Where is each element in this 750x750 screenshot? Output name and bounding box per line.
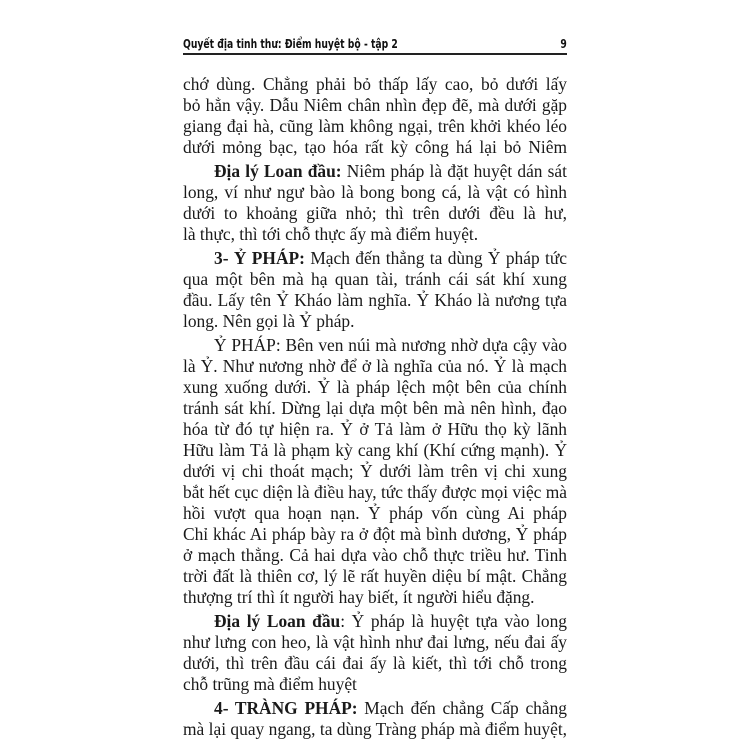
- text-line: [183, 524, 567, 545]
- line-text: chỗ trũng mà điểm huyệt: [183, 674, 357, 694]
- text-line: [183, 698, 567, 719]
- text-line: [183, 161, 567, 182]
- line-text: là thực, thì tới chỗ thực ấy mà điểm huyệt.: [183, 224, 479, 244]
- line-text: bắt hết cục diện là điều hay, tức thấy được mọi việc mà: [183, 482, 567, 502]
- line-text: tránh sát khí. Dừng lại dựa một bên mà nên hình, đạo: [183, 398, 567, 418]
- text-line: [183, 566, 567, 587]
- section-lead: 4- TRÀNG PHÁP:: [214, 698, 358, 718]
- paragraph: [183, 161, 567, 245]
- text-line: [183, 95, 567, 116]
- section-lead: 3- Ỷ PHÁP:: [214, 248, 305, 268]
- text-line: [183, 137, 567, 158]
- paragraph: [183, 335, 567, 608]
- text-line: [183, 461, 567, 482]
- line-text: chớ dùng. Chẳng phải bỏ thấp lấy cao, bỏ dưới lấy: [183, 74, 567, 94]
- text-line: [183, 377, 567, 398]
- section-lead: Địa lý Loan đầu:: [214, 161, 342, 181]
- paragraph: [183, 248, 567, 332]
- text-line: [183, 248, 567, 269]
- line-text: Mạch đến thẳng ta dùng Ỷ pháp tức: [310, 248, 567, 268]
- text-line: [183, 719, 567, 740]
- text-line: [183, 182, 567, 203]
- paragraph: [183, 74, 567, 158]
- line-text: thượng trí thì ít người hay biết, ít người hiểu đặng.: [183, 587, 535, 607]
- line-text: long, ví như ngư bào là bong bong cá, là vật có hình: [183, 182, 567, 202]
- text-line: [183, 674, 567, 695]
- text-line: [183, 290, 567, 311]
- text-line: [183, 335, 567, 356]
- line-text: hóa từ đó tự hiện ra. Ỷ ở Tả làm ở Hữu thọ kỳ lãnh: [183, 419, 567, 439]
- text-line: [183, 419, 567, 440]
- line-text: xung xuống dưới. Ỷ là pháp lệch một bên của chính: [183, 377, 567, 397]
- text-line: [183, 632, 567, 653]
- line-text: dưới, thì trên đầu cái đai ấy là kiết, thì tới chỗ trong: [183, 653, 567, 673]
- line-text: mà lại quay ngang, ta dùng Tràng pháp mà điểm huyệt,: [183, 719, 567, 739]
- line-text: long. Nên gọi là Ỷ pháp.: [183, 311, 355, 331]
- text-line: [183, 440, 567, 461]
- text-line: [183, 356, 567, 377]
- text-line: [183, 587, 567, 608]
- line-text: ở mạch thẳng. Cả hai dựa vào chỗ thực triều hư. Tinh: [183, 545, 567, 565]
- line-text: bỏ hẳn vậy. Dẫu Niêm chân nhìn đẹp đẽ, mà dưới gặp: [183, 95, 567, 115]
- section-lead: Địa lý Loan đầu: [214, 611, 341, 631]
- line-text: hồi vượt qua hoạn nạn. Ỷ pháp vốn cùng Ai pháp: [183, 503, 567, 523]
- paragraph: [183, 611, 567, 695]
- text-line: [183, 545, 567, 566]
- text-line: [183, 503, 567, 524]
- text-line: [183, 74, 567, 95]
- line-text: Ỷ PHÁP: Bên ven núi mà nương nhờ dựa cậy vào: [214, 335, 567, 355]
- line-text: : Ỷ pháp là huyệt tựa vào long: [340, 611, 567, 631]
- text-line: [183, 611, 567, 632]
- line-text: giang đại hà, cũng làm không ngại, trên khởi khéo léo: [183, 116, 567, 136]
- line-text: như lưng con heo, là vật hình như đai lưng, nếu đai ấy: [183, 632, 567, 652]
- line-text: Hữu làm Tả là phạm kỳ cang khí (Khí cứng mạnh). Ỷ: [183, 440, 567, 460]
- body-text: [183, 74, 567, 743]
- text-line: [183, 653, 567, 674]
- line-text: Mạch đến chẳng Cấp chẳng: [364, 698, 567, 718]
- line-text: qua một bên mà hạ quan tài, tránh cái sát khí xung: [183, 269, 567, 289]
- text-line: [183, 311, 567, 332]
- line-text: dưới mỏng bạc, tạo hóa rất kỳ công há lại bỏ Niêm: [183, 137, 567, 157]
- line-text: Niêm pháp là đặt huyệt dán sát: [346, 161, 567, 181]
- line-text: là Ỷ. Như nương nhờ để ở là nghĩa của nó. Ỷ là mạch: [183, 356, 567, 376]
- book-title: Quyết địa tinh thư: Điểm huyệt bộ - tập 2: [183, 36, 398, 51]
- page-number: 9: [560, 36, 567, 51]
- text-line: [183, 269, 567, 290]
- running-header: [183, 34, 567, 52]
- text-line: [183, 116, 567, 137]
- text-line: [183, 482, 567, 503]
- line-text: Chỉ khác Ai pháp bày ra ở đột mà bình dương, Ỷ pháp: [183, 524, 567, 544]
- line-text: dưới to khoảng giữa nhỏ; thì trên dưới đều là hư,: [183, 203, 567, 223]
- paragraph: [183, 698, 567, 740]
- text-line: [183, 398, 567, 419]
- text-line: [183, 224, 567, 245]
- line-text: trời đất là thiên cơ, lý lẽ rất huyền diệu bí mật. Chẳng: [183, 566, 567, 586]
- header-rule: [183, 53, 567, 55]
- text-line: [183, 203, 567, 224]
- line-text: đầu. Lấy tên Ỷ Kháo làm nghĩa. Ỷ Kháo là nương tựa: [183, 290, 567, 310]
- line-text: dưới vị chi thoát mạch; Ỷ dưới làm trên vị chi xung: [183, 461, 567, 481]
